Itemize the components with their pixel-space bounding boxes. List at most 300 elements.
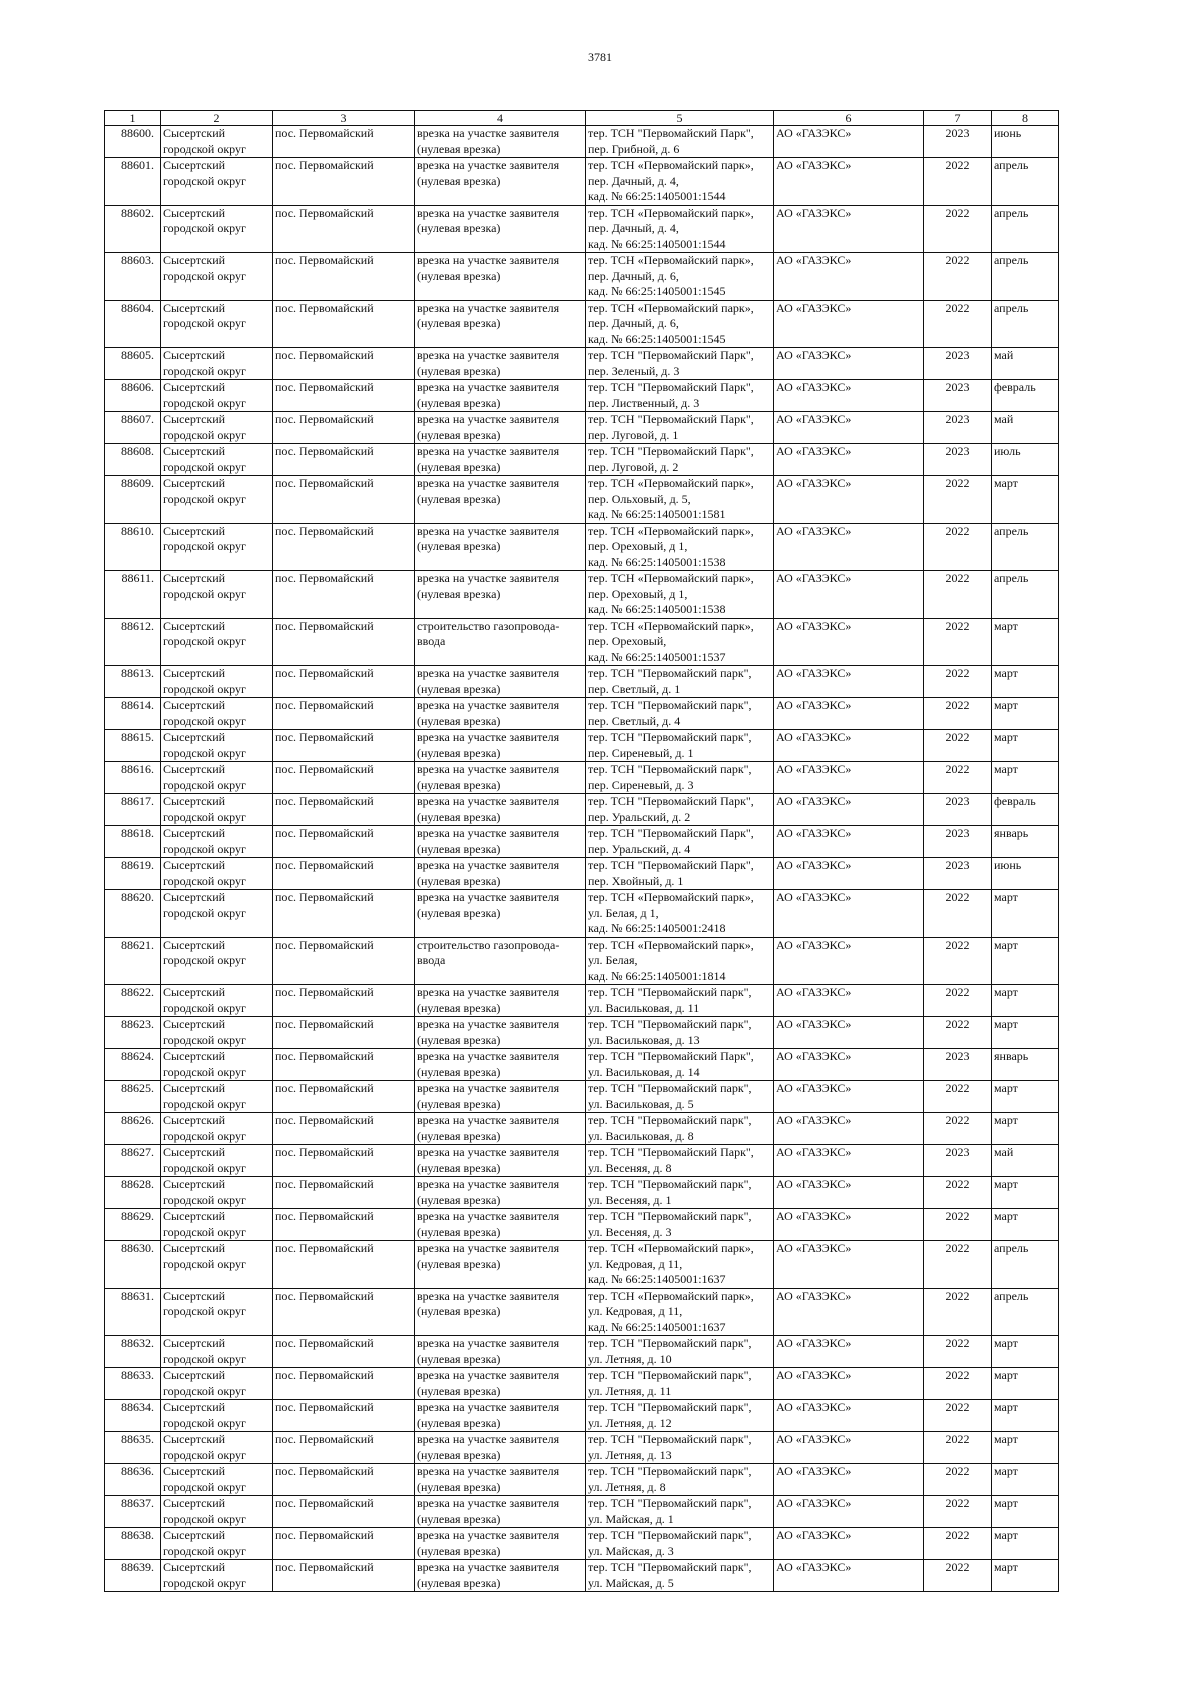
work-type-line: врезка на участке заявителя <box>417 1209 560 1223</box>
table-header <box>105 111 1059 126</box>
address-line: тер. ТСН «Первомайский парк», <box>588 571 754 585</box>
year-cell: 2023 <box>924 348 992 380</box>
gas-connection-table <box>104 110 1059 1592</box>
row-number-cell: 88624. <box>105 1049 161 1081</box>
table-row <box>105 300 1059 348</box>
year-cell: 2022 <box>924 762 992 794</box>
district-line: Сысертский <box>163 1049 226 1063</box>
table-row <box>105 158 1059 206</box>
district-cell <box>161 253 273 301</box>
district-line: городской округ <box>163 1192 246 1207</box>
row-number-cell: 88635. <box>105 1432 161 1464</box>
address-line: тер. ТСН "Первомайский Парк", <box>588 348 754 362</box>
address-line: тер. ТСН «Первомайский парк», <box>588 1288 754 1303</box>
month-cell: март <box>992 476 1059 524</box>
address-line: тер. ТСН "Первомайский Парк", <box>588 126 754 140</box>
district-line: Сысертский <box>163 618 226 633</box>
address-line: пер. Ольховый, д. 5, <box>588 491 691 506</box>
row-number-cell: 88604. <box>105 300 161 348</box>
district-line: городской округ <box>163 268 246 283</box>
district-line: Сысертский <box>163 1177 226 1191</box>
district-cell <box>161 523 273 571</box>
month-cell: март <box>992 1432 1059 1464</box>
district-line: городской округ <box>163 427 246 442</box>
work-type-line: врезка на участке заявителя <box>417 826 560 840</box>
month-cell: июнь <box>992 126 1059 158</box>
organization-cell: АО «ГАЗЭКС» <box>774 1496 924 1528</box>
year-cell: 2022 <box>924 1017 992 1049</box>
district-line: Сысертский <box>163 1145 226 1159</box>
table-row <box>105 1400 1059 1432</box>
district-line: Сысертский <box>163 412 226 426</box>
month-cell: апрель <box>992 205 1059 253</box>
year-cell: 2022 <box>924 1336 992 1368</box>
address-line: тер. ТСН «Первомайский парк», <box>588 300 754 315</box>
district-line: городской округ <box>163 1447 246 1462</box>
month-cell: апрель <box>992 571 1059 619</box>
settlement-cell: пос. Первомайский <box>273 1113 415 1145</box>
address-cell <box>586 476 774 524</box>
address-line: тер. ТСН «Первомайский парк», <box>588 476 754 490</box>
settlement-cell: пос. Первомайский <box>273 890 415 938</box>
address-line: тер. ТСН "Первомайский Парк", <box>588 858 754 872</box>
table-row <box>105 618 1059 666</box>
work-type-line: (нулевая врезка) <box>417 1511 501 1526</box>
month-cell: май <box>992 348 1059 380</box>
address-line: тер. ТСН "Первомайский парк", <box>588 1400 752 1414</box>
table-row <box>105 1241 1059 1289</box>
work-type-line: (нулевая врезка) <box>417 1160 501 1175</box>
work-type-cell <box>415 1400 586 1432</box>
table-row <box>105 794 1059 826</box>
work-type-line: врезка на участке заявителя <box>417 794 560 808</box>
district-line: городской округ <box>163 634 246 648</box>
district-cell <box>161 300 273 348</box>
month-cell: март <box>992 1368 1059 1400</box>
work-type-cell <box>415 794 586 826</box>
settlement-cell: пос. Первомайский <box>273 1464 415 1496</box>
row-number-cell: 88617. <box>105 794 161 826</box>
month-cell: апрель <box>992 300 1059 348</box>
district-line: городской округ <box>163 1383 246 1398</box>
work-type-cell <box>415 1464 586 1496</box>
address-line: тер. ТСН «Первомайский парк», <box>588 253 754 267</box>
work-type-line: (нулевая врезка) <box>417 539 501 553</box>
year-cell: 2022 <box>924 158 992 206</box>
settlement-cell: пос. Первомайский <box>273 300 415 348</box>
address-cell <box>586 444 774 476</box>
organization-cell: АО «ГАЗЭКС» <box>774 300 924 348</box>
organization-cell: АО «ГАЗЭКС» <box>774 858 924 890</box>
table-row <box>105 1560 1059 1592</box>
settlement-cell: пос. Первомайский <box>273 1209 415 1241</box>
address-line: тер. ТСН "Первомайский Парк", <box>588 794 754 808</box>
row-number-cell: 88639. <box>105 1560 161 1592</box>
organization-cell: АО «ГАЗЭКС» <box>774 348 924 380</box>
address-cell <box>586 1113 774 1145</box>
work-type-cell <box>415 618 586 666</box>
work-type-line: (нулевая врезка) <box>417 1304 501 1318</box>
work-type-cell <box>415 1017 586 1049</box>
organization-cell: АО «ГАЗЭКС» <box>774 1081 924 1113</box>
work-type-line: врезка на участке заявителя <box>417 1336 560 1350</box>
address-line: кад. № 66:25:1405001:1537 <box>588 649 726 664</box>
row-number-cell: 88613. <box>105 666 161 698</box>
district-line: Сысертский <box>163 826 226 840</box>
address-line: пер. Дачный, д. 6, <box>588 316 679 330</box>
district-cell <box>161 412 273 444</box>
work-type-cell <box>415 1288 586 1336</box>
table-row <box>105 826 1059 858</box>
district-line: городской округ <box>163 777 246 792</box>
organization-cell: АО «ГАЗЭКС» <box>774 1113 924 1145</box>
address-line: ул. Летняя, д. 12 <box>588 1415 672 1430</box>
year-cell: 2023 <box>924 380 992 412</box>
settlement-cell: пос. Первомайский <box>273 348 415 380</box>
address-line: кад. № 66:25:1405001:1545 <box>588 331 726 346</box>
settlement-cell: пос. Первомайский <box>273 618 415 666</box>
organization-cell: АО «ГАЗЭКС» <box>774 158 924 206</box>
district-line: городской округ <box>163 1479 246 1494</box>
address-line: ул. Кедровая, д 11, <box>588 1256 683 1271</box>
organization-cell: АО «ГАЗЭКС» <box>774 126 924 158</box>
organization-cell: АО «ГАЗЭКС» <box>774 412 924 444</box>
year-cell: 2022 <box>924 1177 992 1209</box>
work-type-line: врезка на участке заявителя <box>417 476 560 490</box>
district-line: городской округ <box>163 539 246 553</box>
address-line: тер. ТСН «Первомайский парк», <box>588 205 754 220</box>
year-cell: 2023 <box>924 126 992 158</box>
district-cell <box>161 158 273 206</box>
district-line: городской округ <box>163 459 246 474</box>
year-cell: 2022 <box>924 937 992 985</box>
address-line: пер. Сиреневый, д. 1 <box>588 745 694 760</box>
work-type-cell <box>415 698 586 730</box>
month-cell: март <box>992 1496 1059 1528</box>
work-type-cell <box>415 1177 586 1209</box>
work-type-cell <box>415 730 586 762</box>
district-line: Сысертский <box>163 444 226 458</box>
work-type-cell <box>415 380 586 412</box>
row-number-cell: 88621. <box>105 937 161 985</box>
settlement-cell: пос. Первомайский <box>273 523 415 571</box>
month-cell: март <box>992 1209 1059 1241</box>
month-cell: март <box>992 1336 1059 1368</box>
work-type-cell <box>415 158 586 206</box>
month-cell: март <box>992 890 1059 938</box>
work-type-line: (нулевая врезка) <box>417 1064 501 1079</box>
year-cell: 2022 <box>924 476 992 524</box>
address-cell <box>586 1528 774 1560</box>
address-line: тер. ТСН "Первомайский парк", <box>588 1496 752 1510</box>
address-line: пер. Ореховый, д 1, <box>588 586 688 601</box>
work-type-line: врезка на участке заявителя <box>417 858 560 872</box>
month-cell: март <box>992 937 1059 985</box>
table-row <box>105 1145 1059 1177</box>
table-row <box>105 1464 1059 1496</box>
address-cell <box>586 1368 774 1400</box>
year-cell: 2022 <box>924 571 992 619</box>
district-line: Сысертский <box>163 666 226 680</box>
settlement-cell: пос. Первомайский <box>273 1528 415 1560</box>
work-type-line: врезка на участке заявителя <box>417 1049 560 1063</box>
work-type-line: врезка на участке заявителя <box>417 985 560 999</box>
table-row <box>105 205 1059 253</box>
district-line: Сысертский <box>163 730 226 744</box>
district-line: Сысертский <box>163 858 226 872</box>
row-number-cell: 88601. <box>105 158 161 206</box>
work-type-cell <box>415 937 586 985</box>
work-type-line: (нулевая врезка) <box>417 173 501 188</box>
work-type-line: врезка на участке заявителя <box>417 1177 560 1191</box>
settlement-cell: пос. Первомайский <box>273 730 415 762</box>
work-type-line: врезка на участке заявителя <box>417 1288 560 1303</box>
table-row <box>105 1368 1059 1400</box>
work-type-cell <box>415 1432 586 1464</box>
table-row <box>105 1113 1059 1145</box>
work-type-line: врезка на участке заявителя <box>417 300 560 315</box>
year-cell: 2022 <box>924 698 992 730</box>
work-type-cell <box>415 1081 586 1113</box>
table-row <box>105 1049 1059 1081</box>
district-line: городской округ <box>163 1064 246 1079</box>
district-line: городской округ <box>163 1511 246 1526</box>
district-line: Сысертский <box>163 1496 226 1510</box>
address-cell <box>586 794 774 826</box>
work-type-line: (нулевая врезка) <box>417 745 501 760</box>
district-line: Сысертский <box>163 1288 226 1303</box>
work-type-line: врезка на участке заявителя <box>417 1081 560 1095</box>
row-number-cell: 88614. <box>105 698 161 730</box>
work-type-line: (нулевая врезка) <box>417 905 501 920</box>
district-line: городской округ <box>163 491 246 506</box>
row-number-cell: 88629. <box>105 1209 161 1241</box>
work-type-line: (нулевая врезка) <box>417 1128 501 1143</box>
work-type-line: врезка на участке заявителя <box>417 730 560 744</box>
address-line: ул. Васильковая, д. 8 <box>588 1128 694 1143</box>
district-line: Сысертский <box>163 571 226 585</box>
address-cell <box>586 1081 774 1113</box>
address-cell <box>586 158 774 206</box>
work-type-line: (нулевая врезка) <box>417 395 501 410</box>
work-type-line: (нулевая врезка) <box>417 363 501 378</box>
work-type-line: (нулевая врезка) <box>417 1000 501 1015</box>
address-line: ул. Летняя, д. 10 <box>588 1351 672 1366</box>
header-row <box>105 111 1059 126</box>
settlement-cell: пос. Первомайский <box>273 380 415 412</box>
settlement-cell: пос. Первомайский <box>273 205 415 253</box>
address-line: тер. ТСН «Первомайский парк», <box>588 158 754 172</box>
row-number-cell: 88609. <box>105 476 161 524</box>
work-type-line: врезка на участке заявителя <box>417 698 560 712</box>
row-number-cell: 88612. <box>105 618 161 666</box>
work-type-cell <box>415 826 586 858</box>
organization-cell: АО «ГАЗЭКС» <box>774 523 924 571</box>
work-type-line: ввода <box>417 953 446 967</box>
month-cell: апрель <box>992 253 1059 301</box>
work-type-line: врезка на участке заявителя <box>417 1432 560 1446</box>
page-number: 3781 <box>588 50 612 64</box>
work-type-line: (нулевая врезка) <box>417 491 501 506</box>
district-line: Сысертский <box>163 1400 226 1414</box>
year-cell: 2022 <box>924 1560 992 1592</box>
address-line: ул. Васильковая, д. 11 <box>588 1000 700 1015</box>
address-cell <box>586 1241 774 1289</box>
organization-cell: АО «ГАЗЭКС» <box>774 1432 924 1464</box>
address-cell <box>586 253 774 301</box>
address-cell <box>586 205 774 253</box>
address-line: пер. Светлый, д. 4 <box>588 713 681 728</box>
year-cell: 2022 <box>924 730 992 762</box>
row-number-cell: 88611. <box>105 571 161 619</box>
organization-cell: АО «ГАЗЭКС» <box>774 1241 924 1289</box>
organization-cell: АО «ГАЗЭКС» <box>774 698 924 730</box>
month-cell: май <box>992 412 1059 444</box>
work-type-cell <box>415 253 586 301</box>
work-type-line: врезка на участке заявителя <box>417 666 560 680</box>
work-type-line: врезка на участке заявителя <box>417 1017 560 1031</box>
settlement-cell: пос. Первомайский <box>273 698 415 730</box>
address-line: кад. № 66:25:1405001:1637 <box>588 1319 726 1334</box>
district-cell <box>161 618 273 666</box>
month-cell: февраль <box>992 794 1059 826</box>
address-line: кад. № 66:25:1405001:1544 <box>588 236 726 251</box>
table-row <box>105 666 1059 698</box>
district-line: городской округ <box>163 1351 246 1366</box>
district-cell <box>161 1528 273 1560</box>
settlement-cell: пос. Первомайский <box>273 858 415 890</box>
address-line: тер. ТСН "Первомайский Парк", <box>588 1145 754 1159</box>
district-line: городской округ <box>163 395 246 410</box>
address-line: кад. № 66:25:1405001:1581 <box>588 507 726 521</box>
work-type-line: (нулевая врезка) <box>417 1096 501 1111</box>
address-line: пер. Ореховый, д 1, <box>588 539 688 553</box>
district-cell <box>161 571 273 619</box>
address-line: тер. ТСН "Первомайский парк", <box>588 1528 752 1542</box>
address-line: тер. ТСН «Первомайский парк», <box>588 1241 754 1255</box>
settlement-cell: пос. Первомайский <box>273 937 415 985</box>
address-line: ул. Летняя, д. 11 <box>588 1383 672 1398</box>
organization-cell: АО «ГАЗЭКС» <box>774 618 924 666</box>
year-cell: 2023 <box>924 826 992 858</box>
address-cell <box>586 826 774 858</box>
work-type-line: (нулевая врезка) <box>417 1447 501 1462</box>
work-type-cell <box>415 300 586 348</box>
table-row <box>105 1528 1059 1560</box>
work-type-line: (нулевая врезка) <box>417 1543 501 1558</box>
year-cell: 2022 <box>924 1113 992 1145</box>
address-cell <box>586 1177 774 1209</box>
header-col-7: 7 <box>924 111 992 126</box>
address-line: тер. ТСН «Первомайский парк», <box>588 618 754 633</box>
row-number-cell: 88634. <box>105 1400 161 1432</box>
settlement-cell: пос. Первомайский <box>273 985 415 1017</box>
address-line: пер. Лиственный, д. 3 <box>588 395 700 410</box>
row-number-cell: 88631. <box>105 1288 161 1336</box>
work-type-line: (нулевая врезка) <box>417 1192 501 1207</box>
address-line: ул. Майская, д. 5 <box>588 1575 674 1590</box>
organization-cell: АО «ГАЗЭКС» <box>774 730 924 762</box>
table-row <box>105 348 1059 380</box>
work-type-cell <box>415 890 586 938</box>
year-cell: 2022 <box>924 1209 992 1241</box>
address-line: ул. Кедровая, д 11, <box>588 1304 683 1318</box>
work-type-line: (нулевая врезка) <box>417 427 501 442</box>
work-type-line: врезка на участке заявителя <box>417 205 560 220</box>
month-cell: март <box>992 1464 1059 1496</box>
organization-cell: АО «ГАЗЭКС» <box>774 762 924 794</box>
header-col-2: 2 <box>161 111 273 126</box>
table-row <box>105 858 1059 890</box>
address-cell <box>586 380 774 412</box>
address-cell <box>586 762 774 794</box>
work-type-cell <box>415 1560 586 1592</box>
organization-cell: АО «ГАЗЭКС» <box>774 666 924 698</box>
district-line: Сысертский <box>163 1560 226 1574</box>
address-line: ул. Летняя, д. 8 <box>588 1479 666 1494</box>
district-cell <box>161 205 273 253</box>
month-cell: март <box>992 666 1059 698</box>
year-cell: 2022 <box>924 1432 992 1464</box>
work-type-line: врезка на участке заявителя <box>417 1145 560 1159</box>
organization-cell: АО «ГАЗЭКС» <box>774 1177 924 1209</box>
header-col-4: 4 <box>415 111 586 126</box>
organization-cell: АО «ГАЗЭКС» <box>774 205 924 253</box>
district-cell <box>161 1209 273 1241</box>
work-type-line: (нулевая врезка) <box>417 316 501 330</box>
address-line: тер. ТСН "Первомайский парк", <box>588 762 752 776</box>
settlement-cell: пос. Первомайский <box>273 794 415 826</box>
table-row <box>105 1177 1059 1209</box>
district-line: Сысертский <box>163 1209 226 1223</box>
organization-cell: АО «ГАЗЭКС» <box>774 253 924 301</box>
organization-cell: АО «ГАЗЭКС» <box>774 1368 924 1400</box>
header-col-6: 6 <box>774 111 924 126</box>
work-type-cell <box>415 858 586 890</box>
organization-cell: АО «ГАЗЭКС» <box>774 1528 924 1560</box>
work-type-cell <box>415 1049 586 1081</box>
table-row <box>105 1496 1059 1528</box>
address-line: пер. Хвойный, д. 1 <box>588 873 684 888</box>
district-line: городской округ <box>163 1128 246 1143</box>
district-line: городской округ <box>163 173 246 188</box>
row-number-cell: 88633. <box>105 1368 161 1400</box>
district-line: Сысертский <box>163 937 226 952</box>
address-line: тер. ТСН «Первомайский парк», <box>588 890 754 904</box>
district-line: городской округ <box>163 141 246 156</box>
settlement-cell: пос. Первомайский <box>273 476 415 524</box>
work-type-line: врезка на участке заявителя <box>417 380 560 394</box>
settlement-cell: пос. Первомайский <box>273 126 415 158</box>
address-line: пер. Дачный, д. 4, <box>588 173 679 188</box>
work-type-line: (нулевая врезка) <box>417 809 501 824</box>
district-line: городской округ <box>163 1304 246 1318</box>
month-cell: июнь <box>992 858 1059 890</box>
address-line: тер. ТСН "Первомайский парк", <box>588 1209 752 1223</box>
district-line: Сысертский <box>163 985 226 999</box>
district-line: Сысертский <box>163 158 226 172</box>
address-line: ул. Майская, д. 3 <box>588 1543 674 1558</box>
organization-cell: АО «ГАЗЭКС» <box>774 937 924 985</box>
address-line: пер. Ореховый, <box>588 634 667 648</box>
district-cell <box>161 985 273 1017</box>
row-number-cell: 88600. <box>105 126 161 158</box>
row-number-cell: 88620. <box>105 890 161 938</box>
work-type-cell <box>415 1496 586 1528</box>
district-line: городской округ <box>163 316 246 330</box>
table-row <box>105 476 1059 524</box>
work-type-line: (нулевая врезка) <box>417 268 501 283</box>
